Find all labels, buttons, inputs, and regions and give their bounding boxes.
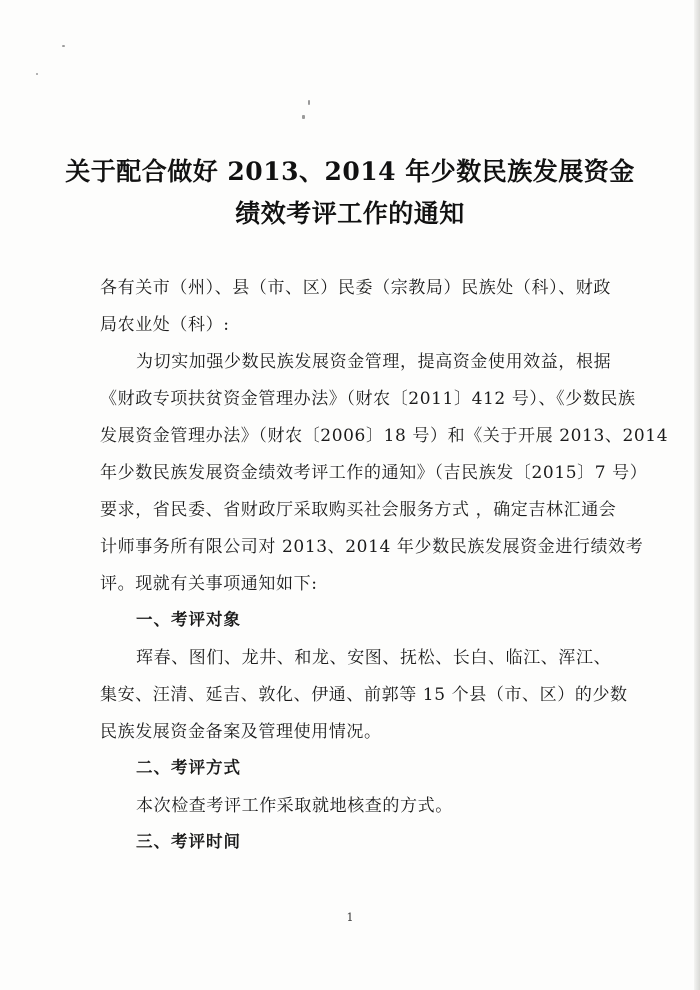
intro-paragraph-line: 年少数民族发展资金绩效考评工作的通知》（吉民族发〔2015〕7 号）	[100, 463, 648, 483]
section-2-heading: 二、考评方式	[136, 758, 241, 777]
scan-speck	[302, 115, 305, 119]
salutation-line-2: 局农业处（科）:	[100, 315, 230, 335]
intro-paragraph-line: 计师事务所有限公司对 2013、2014 年少数民族发展资金进行绩效考	[100, 537, 644, 557]
intro-paragraph-line: 评。现就有关事项通知如下:	[100, 574, 318, 594]
scan-edge-shadow	[694, 0, 700, 990]
salutation-line-1: 各有关市（州）、县（市、区）民委（宗教局）民族处（科）、财政	[100, 278, 611, 298]
page-number: 1	[346, 911, 354, 924]
section-1-line: 珲春、图们、龙井、和龙、安图、抚松、长白、临江、浑江、	[136, 648, 612, 668]
intro-paragraph-line: 要求，省民委、省财政厅采取购买社会服务方式 ，确定吉林汇通会	[100, 500, 617, 520]
document-title-line-1: 关于配合做好 2013、2014 年少数民族发展资金	[65, 157, 635, 186]
scan-speck	[36, 73, 38, 75]
intro-paragraph-line: 为切实加强少数民族发展资金管理，提高资金使用效益，根据	[136, 352, 612, 372]
scan-speck	[62, 45, 65, 47]
section-1-line: 集安、汪清、延吉、敦化、伊通、前郭等 15 个县（市、区）的少数	[100, 685, 628, 705]
document-title-line-2: 绩效考评工作的通知	[235, 199, 465, 228]
scan-speck	[308, 100, 310, 105]
section-3-heading: 三、考评时间	[136, 832, 241, 851]
intro-paragraph-line: 《财政专项扶贫资金管理办法》（财农〔2011〕412 号）、《少数民族	[100, 389, 636, 409]
section-1-line: 民族发展资金备案及管理使用情况。	[100, 722, 382, 742]
section-1-heading: 一、考评对象	[136, 610, 241, 629]
section-2-line: 本次检查考评工作采取就地核查的方式。	[136, 796, 453, 816]
intro-paragraph-line: 发展资金管理办法》（财农〔2006〕18 号）和《关于开展 2013、2014	[100, 426, 669, 446]
